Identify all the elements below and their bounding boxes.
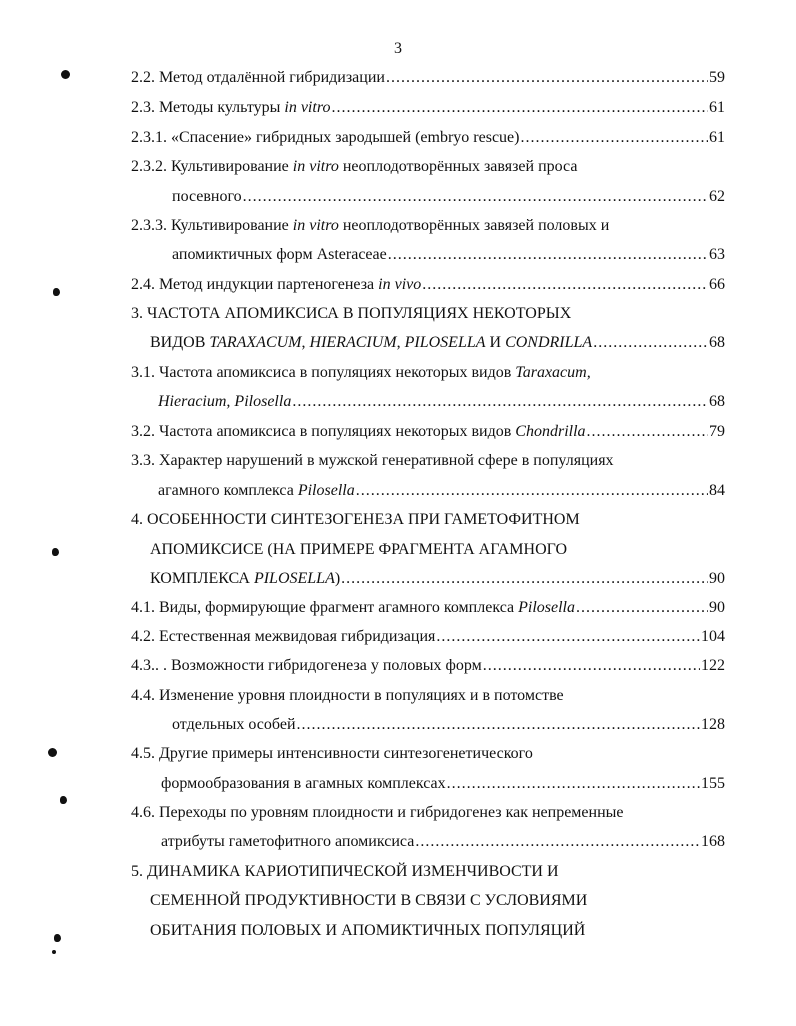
entry-title: «Спасение» гибридных зародышей (embryo rescue): [171, 129, 520, 146]
entry-page: 61: [709, 129, 725, 146]
entry-title: Изменение уровня плоидности в популяциях и в потомстве: [159, 687, 564, 704]
entry-title: Частота апомиксиса в популяциях некоторых видов Chondrilla: [159, 423, 586, 440]
dot-leader: [576, 598, 708, 618]
toc-entry-2-3-3[interactable]: [131, 216, 725, 236]
dot-leader: [436, 627, 700, 647]
entry-page: 59: [709, 69, 725, 86]
page-number: 3: [394, 40, 402, 57]
entry-page: 122: [701, 657, 725, 674]
toc-entry-4-5[interactable]: [131, 744, 725, 764]
entry-title: Переходы по уровням плоидности и гибридогенез как непременные: [159, 804, 624, 821]
entry-number: 2.3.1.: [131, 129, 167, 146]
entry-page: 66: [709, 276, 725, 293]
ink-blot-mark: [60, 796, 67, 804]
entry-number: 3.2.: [131, 423, 155, 440]
toc-entry-3-1-cont[interactable]: [158, 392, 725, 412]
dot-leader: [356, 481, 708, 501]
entry-title-cont: посевного: [172, 188, 242, 205]
entry-title: Методы культуры in vitro: [159, 99, 331, 116]
toc-entry-2-3[interactable]: [131, 98, 725, 118]
toc-entry-4-1[interactable]: [131, 598, 725, 618]
entry-title-cont: ОБИТАНИЯ ПОЛОВЫХ И АПОМИКТИЧНЫХ ПОПУЛЯЦИЙ: [150, 922, 586, 939]
entry-number: 5.: [131, 863, 143, 880]
toc-chapter-5[interactable]: [131, 862, 725, 882]
toc-chapter-4-cont-2[interactable]: [150, 569, 725, 589]
entry-title-cont: Hieracium, Pilosella: [158, 393, 292, 410]
entry-title-cont: КОМПЛЕКСА PILOSELLA): [150, 570, 341, 587]
entry-number: 2.3.: [131, 99, 155, 116]
entry-number: 2.4.: [131, 276, 155, 293]
entry-page: 61: [709, 99, 725, 116]
toc-chapter-3-cont[interactable]: [150, 333, 725, 353]
entry-title: Виды, формирующие фрагмент агамного комплекса Pilosella: [159, 599, 575, 616]
dot-leader: [386, 68, 708, 88]
entry-page: 84: [709, 482, 725, 499]
dot-leader: [415, 832, 700, 852]
entry-title-cont: атрибуты гаметофитного апомиксиса: [161, 833, 415, 850]
toc-entry-2-4[interactable]: [131, 275, 725, 295]
dot-leader: [587, 422, 708, 442]
entry-page: 90: [709, 570, 725, 587]
entry-number: 4.5.: [131, 745, 155, 762]
dot-leader: [341, 569, 708, 589]
toc-entry-4-5-cont[interactable]: [161, 774, 725, 794]
entry-number: 3.3.: [131, 452, 155, 469]
toc-entry-4-2[interactable]: [131, 627, 725, 647]
toc-entry-3-1[interactable]: [131, 363, 725, 383]
entry-number: 4.6.: [131, 804, 155, 821]
entry-title: Другие примеры интенсивности синтезогенетического: [159, 745, 533, 762]
toc-entry-2-3-2[interactable]: [131, 157, 725, 177]
dot-leader: [292, 392, 708, 412]
toc-entry-4-6-cont[interactable]: [161, 832, 725, 852]
dot-leader: [593, 333, 708, 353]
entry-title-cont: СЕМЕННОЙ ПРОДУКТИВНОСТИ В СВЯЗИ С УСЛОВИЯМИ: [150, 892, 588, 909]
entry-page: 104: [701, 628, 725, 645]
toc-entry-3-2[interactable]: [131, 422, 725, 442]
ink-blot-mark: [48, 748, 57, 757]
entry-page: 68: [709, 334, 725, 351]
entry-page: 63: [709, 246, 725, 263]
entry-number: 4.4.: [131, 687, 155, 704]
entry-title-cont: формообразования в агамных комплексах: [161, 775, 446, 792]
toc-entry-2-3-3-cont[interactable]: [172, 245, 725, 265]
toc-chapter-4[interactable]: [131, 510, 725, 530]
toc-chapter-5-cont-2[interactable]: [150, 921, 725, 941]
entry-title: Естественная межвидовая гибридизация: [159, 628, 436, 645]
toc-entry-2-3-2-cont[interactable]: [172, 187, 725, 207]
toc-entry-3-3[interactable]: [131, 451, 725, 471]
entry-number: 3.1.: [131, 364, 155, 381]
entry-title: ДИНАМИКА КАРИОТИПИЧЕСКОЙ ИЗМЕНЧИВОСТИ И: [147, 863, 559, 880]
dot-leader: [243, 187, 708, 207]
toc-chapter-3[interactable]: [131, 304, 725, 324]
entry-title: Характер нарушений в мужской генеративной сфере в популяциях: [159, 452, 614, 469]
dot-leader: [483, 656, 700, 676]
entry-title: Метод индукции партеногенеза in vivo: [159, 276, 422, 293]
dot-leader: [422, 275, 708, 295]
entry-title: Культивирование in vitro неоплодотворённых завязей половых и: [171, 217, 610, 234]
entry-title-cont: ВИДОВ TARAXACUM, HIERACIUM, PILOSELLA И CONDRILLA: [150, 334, 593, 351]
toc-entry-4-3[interactable]: [131, 656, 725, 676]
entry-title: Метод отдалённой гибридизации: [159, 69, 385, 86]
entry-title: . Возможности гибридогенеза у половых форм: [163, 657, 482, 674]
ink-blot-mark: [52, 950, 56, 954]
toc-entry-3-3-cont[interactable]: [158, 481, 725, 501]
entry-title: Культивирование in vitro неоплодотворённых завязей проса: [171, 158, 578, 175]
entry-number: 4.2.: [131, 628, 155, 645]
entry-number: 4.3..: [131, 657, 159, 674]
toc-chapter-4-cont-1[interactable]: [150, 540, 725, 560]
entry-title-cont: АПОМИКСИСЕ (НА ПРИМЕРЕ ФРАГМЕНТА АГАМНОГО: [150, 541, 568, 558]
toc-entry-4-6[interactable]: [131, 803, 725, 823]
entry-title-cont: отдельных особей: [172, 716, 296, 733]
entry-page: 90: [709, 599, 725, 616]
entry-number: 3.: [131, 305, 143, 322]
entry-title-cont: агамного комплекса Pilosella: [158, 482, 355, 499]
dot-leader: [447, 774, 700, 794]
ink-blot-mark: [61, 70, 70, 79]
entry-page: 79: [709, 423, 725, 440]
toc-entry-2-2[interactable]: [131, 68, 725, 88]
entry-title-cont: апомиктичных форм Asteraceae: [172, 246, 387, 263]
ink-blot-mark: [53, 288, 60, 296]
dot-leader: [331, 98, 708, 118]
toc-entry-2-3-1[interactable]: [131, 128, 725, 148]
entry-number: 2.2.: [131, 69, 155, 86]
dot-leader: [297, 715, 701, 735]
entry-title: Частота апомиксиса в популяциях некоторых видов Taraxacum,: [159, 364, 591, 381]
entry-number: 2.3.2.: [131, 158, 167, 175]
entry-title: ЧАСТОТА АПОМИКСИСА В ПОПУЛЯЦИЯХ НЕКОТОРЫХ: [147, 305, 572, 322]
dot-leader: [520, 128, 708, 148]
entry-number: 2.3.3.: [131, 217, 167, 234]
dot-leader: [388, 245, 708, 265]
entry-number: 4.1.: [131, 599, 155, 616]
entry-page: 155: [701, 775, 725, 792]
entry-title: ОСОБЕННОСТИ СИНТЕЗОГЕНЕЗА ПРИ ГАМЕТОФИТНОМ: [147, 511, 580, 528]
ink-blot-mark: [54, 934, 61, 942]
toc-entry-4-4-cont[interactable]: [172, 715, 725, 735]
ink-blot-mark: [52, 548, 59, 556]
entry-number: 4.: [131, 511, 143, 528]
entry-page: 128: [701, 716, 725, 733]
entry-page: 62: [709, 188, 725, 205]
toc-entry-4-4[interactable]: [131, 686, 725, 706]
entry-page: 168: [701, 833, 725, 850]
toc-chapter-5-cont-1[interactable]: [150, 891, 725, 911]
entry-page: 68: [709, 393, 725, 410]
